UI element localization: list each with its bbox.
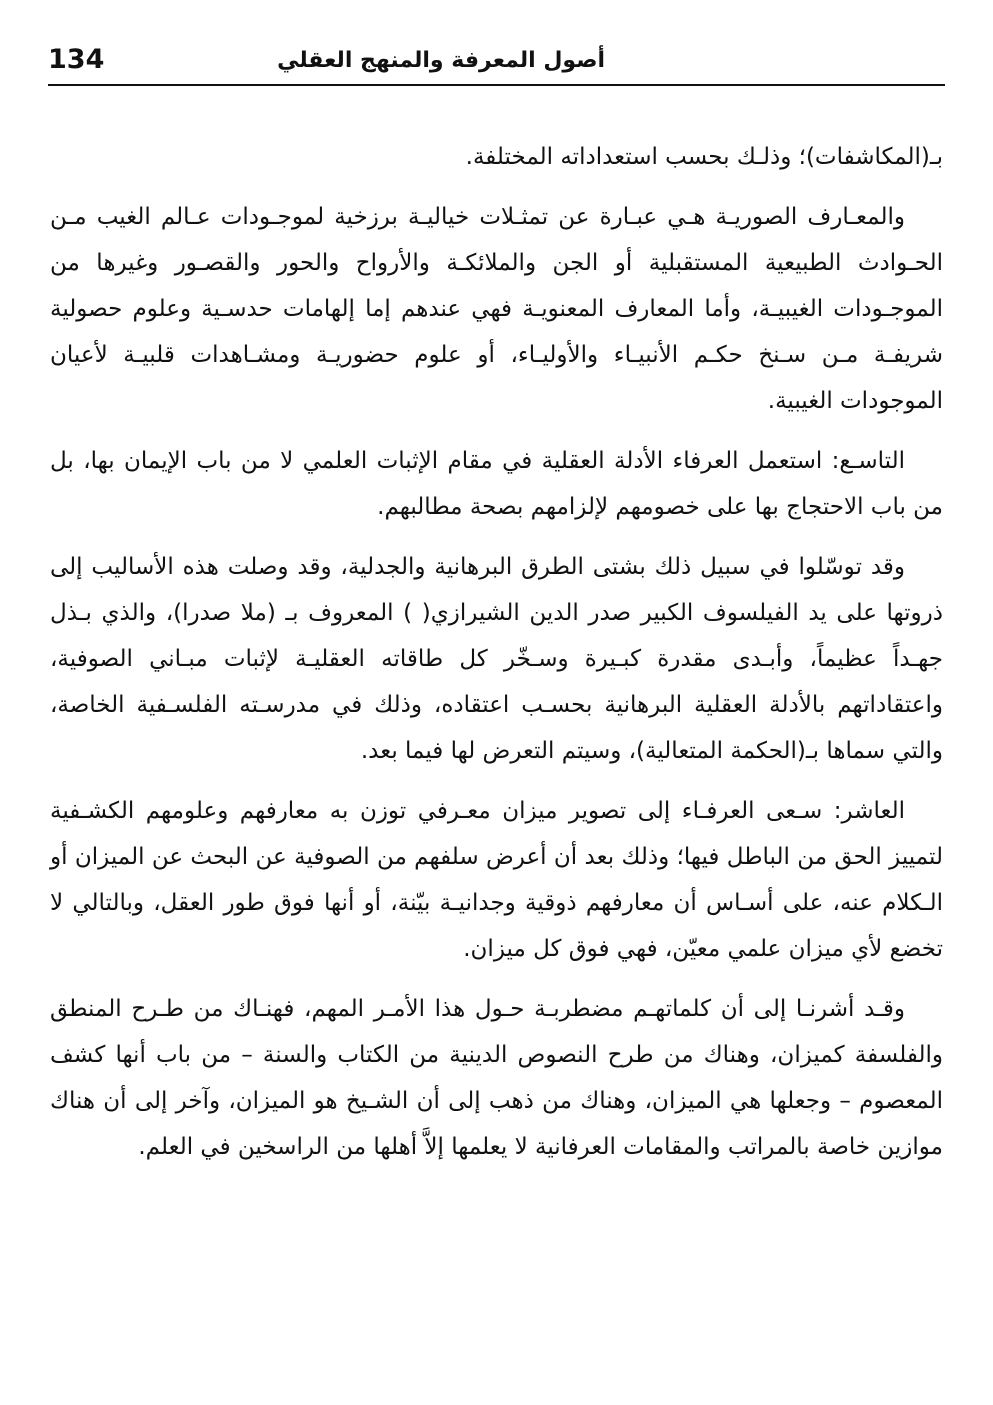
running-title: أصول المعرفة والمنهج العقلي [277,48,605,73]
paragraph-mulla-sadra: وقد توسّلوا في سبيل ذلك بشتى الطرق البرهانية والجدلية، وقد وصلت هذه الأساليب إلى ذروتها على يد الفيلسوف الكبير صدر الدين الشيرازي( ) المعروف بـ (ملا صدرا)، والذي بـذل جهـداً عظيماً، وأبـدى مقدرة كبـيرة وسـخّر كل طاقاته العقليـة لإثبات مبـاني الصوفية، واعتقاداتهم بالأدلة العقلية البرهانية بحسـب اعتقاده، وذلك في مدرسـته الفلسـفية الخاصة، والتي سماها بـ(الحكمة المتعالية)، وسيتم التعرض لها فيما بعد. [50,554,943,764]
running-header [48,40,945,86]
paragraph-scales: وقـد أشرنـا إلى أن كلماتهـم مضطربـة حـول هذا الأمـر المهم، فهنـاك من طـرح المنطق والفلسفة كميزان، وهناك من طرح النصوص الدينية من الكتاب والسنة – من باب أنها كشف المعصوم – وجعلها هي الميزان، وهناك من ذهب إلى أن الشـيخ هو الميزان، وآخر إلى أن هناك موازين خاصة بالمراتب والمقامات العرفانية لا يعلمها إلاَّ أهلها من الراسخين في العلم. [50,996,943,1160]
paragraph-tenth-point: العاشر: سـعى العرفـاء إلى تصوير ميزان معـرفي توزن به معارفهم وعلومهم الكشـفية لتمييز الحق من الباطل فيها؛ وذلك بعد أن أعرض سلفهم من الصوفية عن البحث عن الميزان أو الـكلام عنه، على أسـاس أن معارفهم ذوقية وجدانيـة بيّنة، أو أنها فوق طور العقل، وبالتالي لا تخضع لأي ميزان علمي معيّن، فهي فوق كل ميزان. [50,798,943,962]
paragraph-ninth-point: التاسـع: استعمل العرفاء الأدلة العقلية في مقام الإثبات العلمي لا من باب الإيمان بها، بل من باب الاحتجاج بها على خصومهم لإلزامهم بصحة مطالبهم. [50,448,943,520]
paragraph-formal-knowledge: والمعـارف الصوريـة هـي عبـارة عن تمثـلات خياليـة برزخية لموجـودات عـالم الغيب مـن الحـوادث الطبيعية المستقبلية أو الجن والملائكـة والأرواح والحور والقصـور وغيرها من الموجـودات الغيبيـة، وأما المعارف المعنويـة فهي عندهم إما إلهامات حدسـية وعلوم حصولية شريفـة مـن سـنخ حكـم الأنبيـاء والأوليـاء، أو علوم حضوريـة ومشـاهدات قلبيـة لأعيان الموجودات الغيبية. [50,204,943,414]
paragraph-continuation: بـ(المكاشفات)؛ وذلـك بحسب استعداداته المختلفة. [465,144,943,170]
page-number: 134 [48,44,105,75]
body-text [50,134,943,1170]
